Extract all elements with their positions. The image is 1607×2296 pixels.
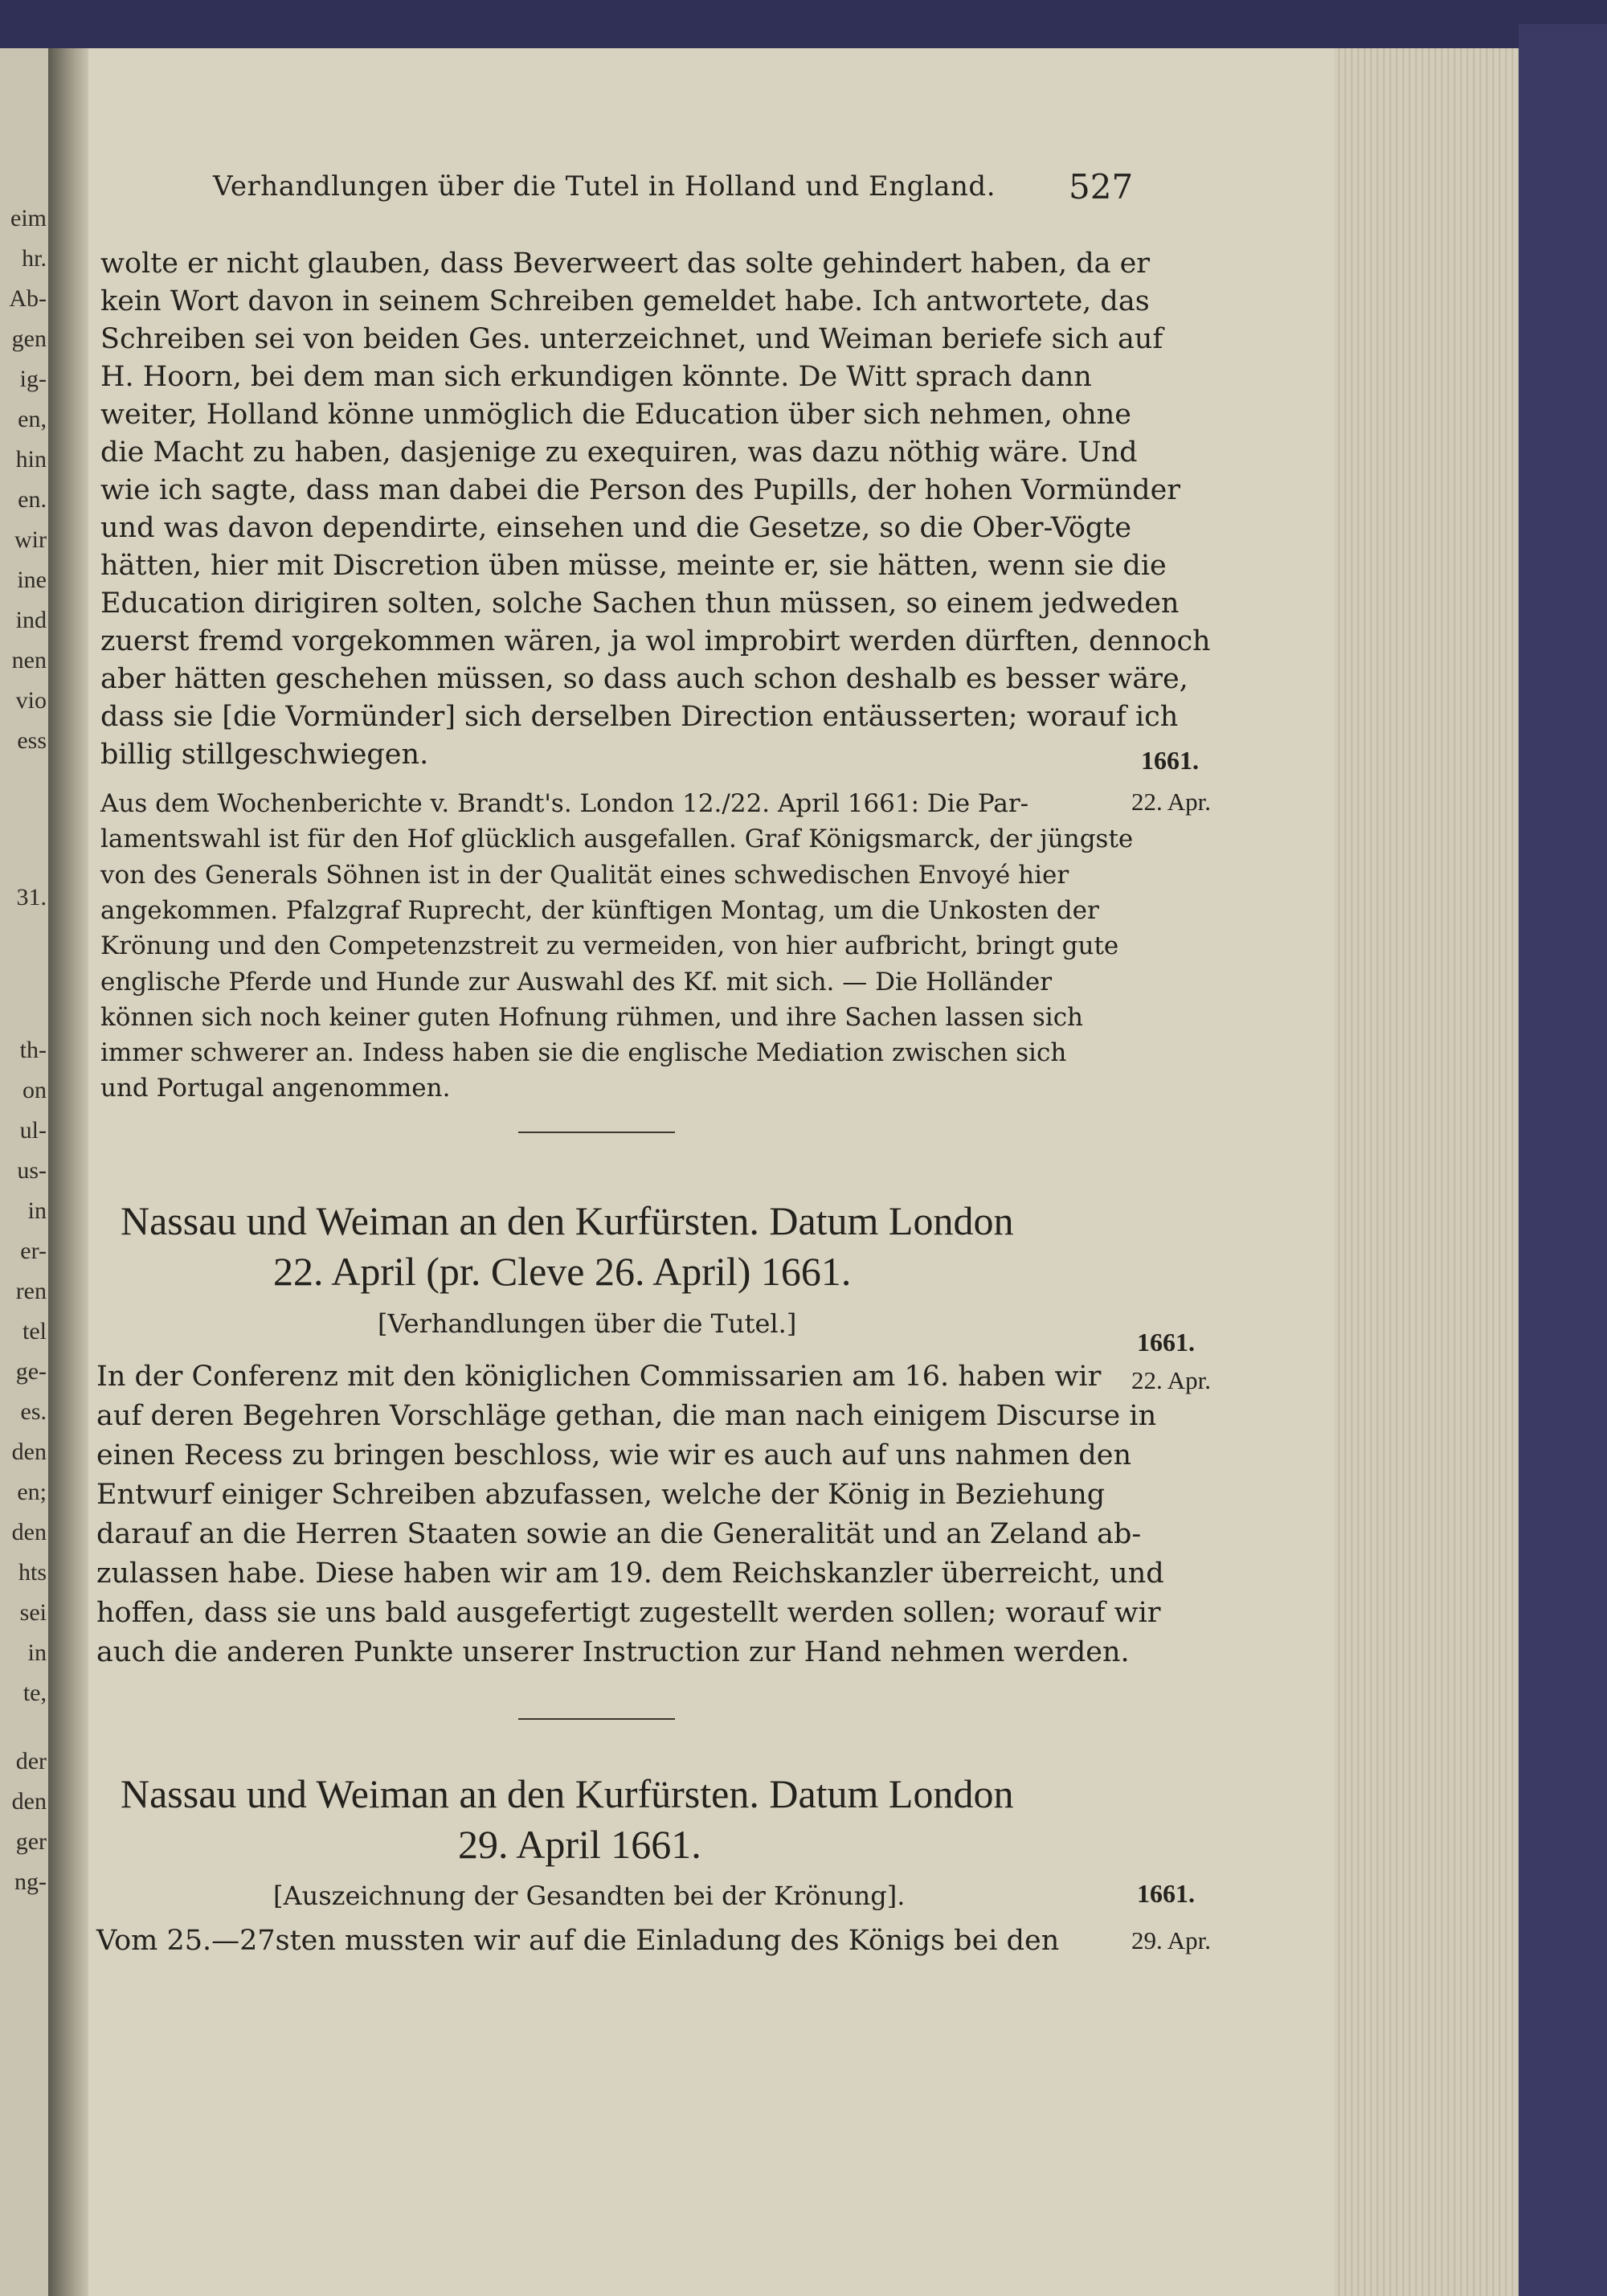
text-line: Aus dem Wochenberichte v. Brandt's. London 12./22. April 1661: Die Par- <box>100 789 1029 818</box>
previous-page-fragment: th- <box>19 1037 47 1063</box>
text-line: von des Generals Söhnen ist in der Qualität eines schwedischen Envoyé hier <box>100 860 1069 890</box>
previous-page-fragment: en. <box>18 486 47 513</box>
section-2-title-line-1: Nassau und Weiman an den Kurfürsten. Datum London <box>121 1771 1014 1816</box>
text-line: die Macht zu haben, dasjenige zu exequiren, was dazu nöthig wäre. Und <box>100 436 1138 469</box>
previous-page-fragment: te, <box>22 1680 47 1706</box>
text-line: immer schwerer an. Indess haben sie die englische Mediation zwischen sich <box>100 1038 1067 1068</box>
text-line: hoffen, dass sie uns bald ausgefertigt zugestellt werden sollen; worauf wir <box>96 1597 1161 1629</box>
section-2-margin-year: 1661. <box>1137 1879 1195 1908</box>
previous-page-fragment: hr. <box>22 245 47 272</box>
previous-page-fragment: es. <box>20 1398 47 1425</box>
text-line: hätten, hier mit Discretion üben müsse, meinte er, sie hätten, wenn sie die <box>100 550 1167 582</box>
section-1-title-line-1: Nassau und Weiman an den Kurfürsten. Datum London <box>121 1198 1014 1243</box>
text-line: lamentswahl ist für den Hof glücklich ausgefallen. Graf Königsmarck, der jüngste <box>100 825 1134 854</box>
text-line: zulassen habe. Diese haben wir am 19. dem Reichskanzler überreicht, und <box>96 1557 1164 1590</box>
book-cover-right <box>1519 24 1607 2296</box>
text-line: Vom 25.—27sten mussten wir auf die Einladung des Königs bei den <box>96 1925 1060 1957</box>
text-line: dass sie [die Vormünder] sich derselben Direction entäusserten; worauf ich <box>100 701 1179 733</box>
page-number: 527 <box>1069 167 1134 207</box>
previous-page-fragment: gen <box>11 325 47 352</box>
text-line: billig stillgeschwiegen. <box>100 739 429 771</box>
text-line: und Portugal angenommen. <box>100 1074 451 1103</box>
margin-date-1: 22. Apr. <box>1131 788 1212 816</box>
text-line: Schreiben sei von beiden Ges. unterzeichnet, und Weiman beriefe sich auf <box>100 323 1163 355</box>
text-line: In der Conferenz mit den königlichen Commissarien am 16. haben wir <box>96 1361 1102 1393</box>
text-line: Krönung und den Competenzstreit zu vermeiden, von hier aufbricht, bringt gute <box>100 931 1119 961</box>
previous-page-fragment: sei <box>19 1599 47 1626</box>
previous-page-fragment: ind <box>15 607 47 633</box>
text-line: wie ich sagte, dass man dabei die Person des Pupills, der hohen Vormünder <box>100 474 1181 506</box>
previous-page-fragment: ge- <box>15 1358 47 1385</box>
running-header: Verhandlungen über die Tutel in Holland und England. <box>213 170 996 203</box>
previous-page-fragment: 31. <box>16 884 47 911</box>
previous-page-fragment: wir <box>14 526 47 553</box>
previous-page-fragment: den <box>11 1519 47 1545</box>
text-line: Entwurf einiger Schreiben abzufassen, welche der König in Beziehung <box>96 1479 1106 1511</box>
page-stack-edges <box>1334 48 1519 2296</box>
previous-page-fragment: ren <box>15 1278 47 1304</box>
previous-page-fragment: den <box>11 1439 47 1465</box>
section-2-margin-date: 29. Apr. <box>1131 1926 1212 1954</box>
text-line: können sich noch keiner guten Hofnung rühmen, und ihre Sachen lassen sich <box>100 1002 1084 1032</box>
text-line: wolte er nicht glauben, dass Beverweert das solte gehindert haben, da er <box>100 248 1151 280</box>
previous-page-fragment: er- <box>20 1238 47 1264</box>
previous-page-fragment: ul- <box>19 1117 47 1144</box>
previous-page-fragment: in <box>27 1639 47 1666</box>
previous-page-fragment: en, <box>18 406 47 432</box>
previous-page-fragment: tel <box>22 1318 47 1344</box>
text-line: aber hätten geschehen müssen, so dass auch schon deshalb es besser wäre, <box>100 663 1188 695</box>
previous-page-fragment: ig- <box>19 366 47 392</box>
previous-page-fragment: on <box>22 1077 47 1103</box>
previous-page-fragment: ger <box>15 1828 47 1855</box>
section-1-subtitle: [Verhandlungen über die Tutel.] <box>378 1308 797 1339</box>
margin-year-1: 1661. <box>1141 746 1199 775</box>
previous-page-fragment: den <box>11 1788 47 1815</box>
section-1-margin-date: 22. Apr. <box>1131 1366 1212 1394</box>
section-divider <box>518 1132 675 1133</box>
previous-page-fragment: hin <box>15 446 47 473</box>
text-line: zuerst fremd vorgekommen wären, ja wol improbirt werden dürften, dennoch <box>100 625 1211 657</box>
previous-page-fragment: ng- <box>14 1868 47 1895</box>
previous-page-fragment: vio <box>15 687 47 714</box>
text-line: Education dirigiren solten, solche Sachen thun müssen, so einem jedweden <box>100 587 1180 620</box>
previous-page-edge <box>0 48 50 2296</box>
text-line: auf deren Begehren Vorschläge gethan, die man nach einigem Discurse in <box>96 1400 1157 1432</box>
text-line: angekommen. Pfalzgraf Ruprecht, der künftigen Montag, um die Unkosten der <box>100 895 1099 925</box>
previous-page-fragment: Ab- <box>9 285 47 312</box>
previous-page-fragment: nen <box>11 647 47 673</box>
text-line: einen Recess zu bringen beschloss, wie wir es auch auf uns nahmen den <box>96 1439 1131 1471</box>
previous-page-fragment: in <box>27 1197 47 1224</box>
previous-page-fragment: hts <box>18 1559 47 1586</box>
book-gutter <box>48 48 92 2296</box>
previous-page-fragment: eim <box>10 205 47 231</box>
section-1-margin-year: 1661. <box>1137 1328 1195 1357</box>
section-1-title-line-2: 22. April (pr. Cleve 26. April) 1661. <box>273 1249 852 1294</box>
text-line: und was davon dependirte, einsehen und die Gesetze, so die Ober-Vögte <box>100 512 1132 544</box>
section-2-title-line-2: 29. April 1661. <box>458 1822 701 1867</box>
text-line: darauf an die Herren Staaten sowie an die Generalität und an Zeland ab- <box>96 1518 1142 1550</box>
section-divider <box>518 1718 675 1720</box>
previous-page-fragment: us- <box>17 1157 47 1184</box>
section-2-subtitle: [Auszeichnung der Gesandten bei der Krönung]. <box>273 1881 906 1911</box>
text-line: weiter, Holland könne unmöglich die Education über sich nehmen, ohne <box>100 399 1132 431</box>
previous-page-fragment: der <box>15 1748 47 1774</box>
text-line: H. Hoorn, bei dem man sich erkundigen könnte. De Witt sprach dann <box>100 361 1092 393</box>
previous-page-fragment: ine <box>17 567 47 593</box>
text-line: kein Wort davon in seinem Schreiben gemeldet habe. Ich antwortete, das <box>100 285 1150 317</box>
previous-page-fragment: en; <box>17 1479 47 1505</box>
previous-page-fragment: ess <box>17 727 47 754</box>
text-line: englische Pferde und Hunde zur Auswahl des Kf. mit sich. — Die Holländer <box>100 967 1053 997</box>
text-line: auch die anderen Punkte unserer Instruction zur Hand nehmen werden. <box>96 1636 1130 1668</box>
